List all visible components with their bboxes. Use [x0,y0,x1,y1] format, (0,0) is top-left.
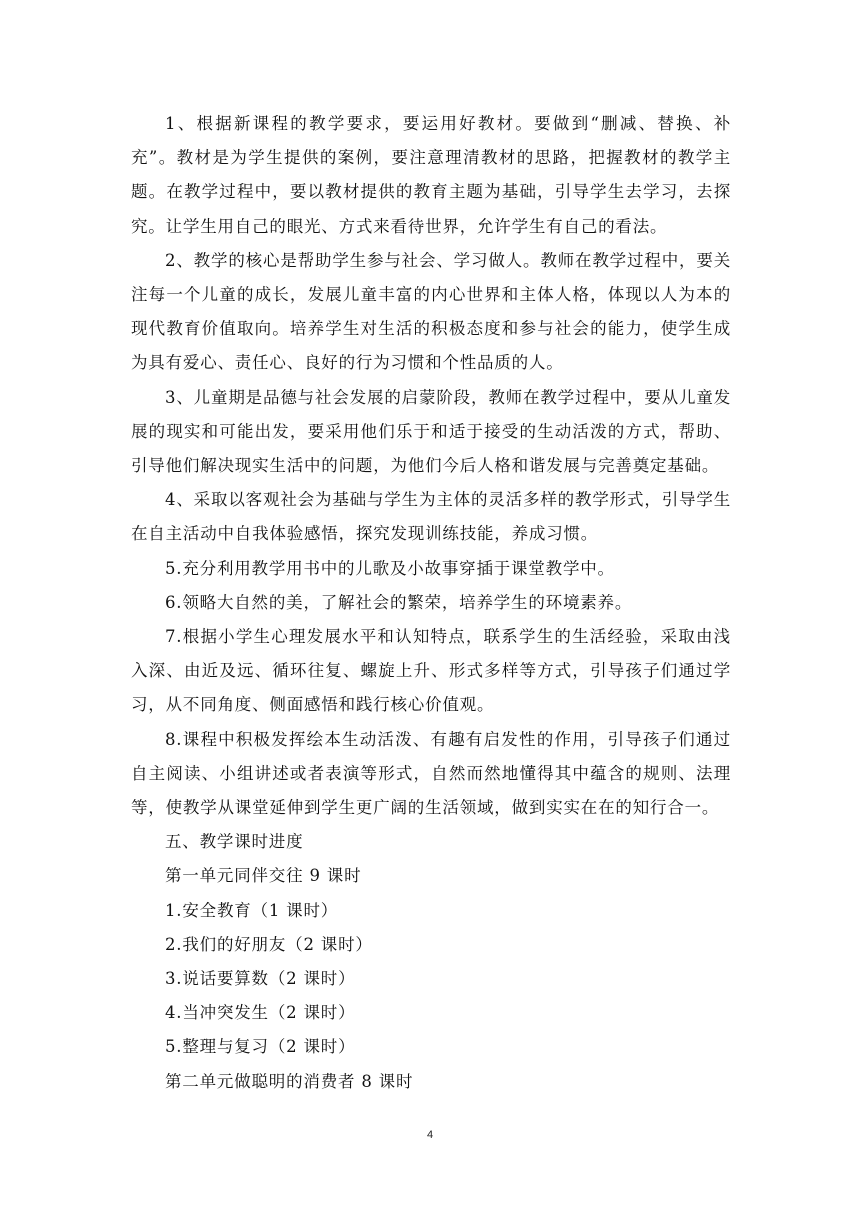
lesson-item: 2.我们的好朋友（2 课时） [165,934,373,954]
paragraph-1: 1、根据新课程的教学要求，要运用好教材。要做到“删减、替换、补充”。教材是为学生提供的案例，要注意理清教材的思路，把握教材的教学主题。在教学过程中，要以教材提供的教育主题为基础，引导学生去学习，去探究。让学生用自己的眼光、方式来看待世界，允许学生有自己的看法。 [131,114,731,236]
lesson-item: 5.整理与复习（2 课时） [165,1037,356,1057]
page-body [131,107,731,1099]
page-number: 4 [426,1129,434,1141]
paragraph-8: 8.课程中积极发挥绘本生动活泼、有趣有启发性的作用，引导孩子们通过自主阅读、小组讲述或者表演等形式，自然而然地懂得其中蕴含的规则、法理等，使教学从课堂延伸到学生更广阔的生活领域，做到实实在在的知行合一。 [131,729,731,818]
paragraph-5: 5.充分利用教学用书中的儿歌及小故事穿插于课堂教学中。 [165,558,615,578]
paragraph-3: 3、儿童期是品德与社会发展的启蒙阶段，教师在教学过程中，要从儿童发展的现实和可能出发，要采用他们乐于和适于接受的生动活泼的方式，帮助、引导他们解决现实生活中的问题，为他们今后人格和谐发展与完善奠定基础。 [131,387,731,476]
lesson-item: 3.说话要算数（2 课时） [165,969,356,989]
unit-1-title: 第一单元同伴交往 9 课时 [165,866,362,886]
paragraph-2: 2、教学的核心是帮助学生参与社会、学习做人。教师在教学过程中，要关注每一个儿童的成长，发展儿童丰富的内心世界和主体人格，体现以人为本的现代教育价值取向。培养学生对生活的积极态度和参与社会的能力，使学生成为具有爱心、责任心、良好的行为习惯和个性品质的人。 [131,250,731,373]
paragraph-4: 4、采取以客观社会为基础与学生为主体的灵活多样的教学形式，引导学生在自主活动中自我体验感悟，探究发现训练技能，养成习惯。 [131,490,731,544]
paragraph-6: 6.领略大自然的美，了解社会的繁荣，培养学生的环境素养。 [165,592,633,612]
section-heading: 五、教学课时进度 [165,832,304,852]
paragraph-7: 7.根据小学生心理发展水平和认知特点，联系学生的生活经验，采取由浅入深、由近及远、循环往复、螺旋上升、形式多样等方式，引导孩子们通过学习，从不同角度、侧面感悟和践行核心价值观。 [131,627,731,715]
lesson-item: 4.当冲突发生（2 课时） [165,1003,356,1023]
unit-2-title: 第二单元做聪明的消费者 8 课时 [165,1071,414,1091]
lesson-item: 1.安全教育（1 课时） [165,900,339,920]
